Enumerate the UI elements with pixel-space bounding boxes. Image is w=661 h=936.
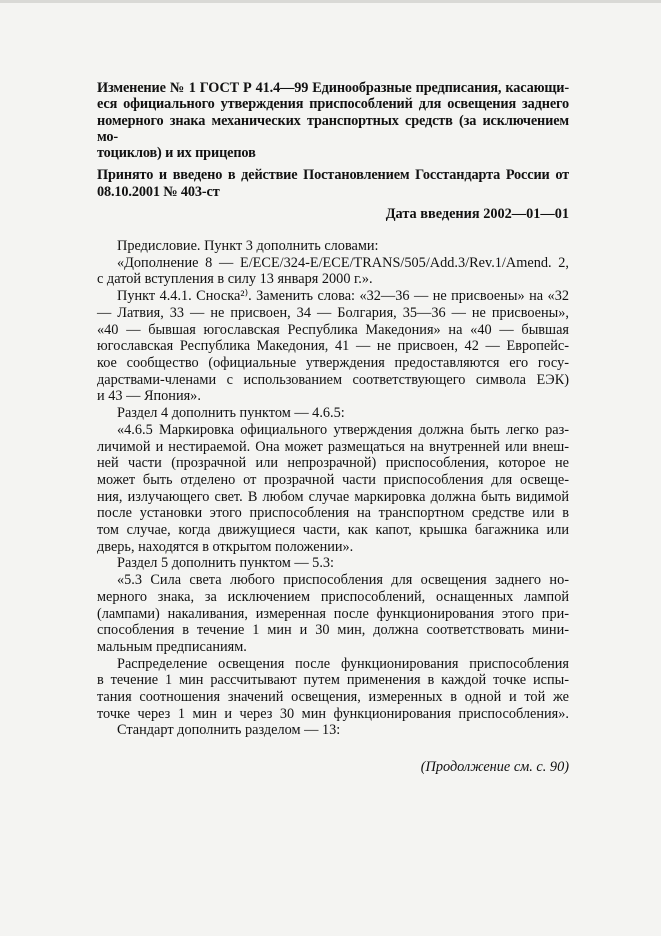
text-line: после установки этого приспособления на транспортном средстве или в xyxy=(97,505,569,522)
title-line: номерного знака механических транспортных средств (за исключением мо- xyxy=(97,112,569,145)
text-line: югославская Республика Македония, 41 — не присвоен, 42 — Европейс- xyxy=(97,338,569,355)
text-line: в течение 1 мин рассчитывают путем применения в каждой точке испы- xyxy=(97,672,569,689)
text-line: дверь, находятся в открытом положении». xyxy=(97,538,354,555)
text-line: и 43 — Япония». xyxy=(97,388,201,405)
amendment-title xyxy=(97,80,569,161)
text-line: «4.6.5 Маркировка официального утверждения должна быть легко раз- xyxy=(117,421,569,438)
adoption-line: Принято и введено в действие Постановлением Госстандарта России от xyxy=(97,167,569,184)
text-line: «5.3 Сила света любого приспособления для освещения заднего но- xyxy=(117,572,569,589)
text-line: Распределение освещения после функционирования приспособления xyxy=(117,655,569,672)
text-line: «Дополнение 8 — E/ECE/324-E/ECE/TRANS/505/Add.3/Rev.1/Amend. 2, xyxy=(117,254,569,271)
continuation-note: (Продолжение см. с. 90) xyxy=(420,759,569,776)
adoption-line: 08.10.2001 № 403-ст xyxy=(97,183,220,200)
text-line: дарствами-членами с использованием соответствующего символа ЕЭК) xyxy=(97,371,569,388)
document-content xyxy=(97,80,569,775)
text-line: том случае, когда движущиеся части, как капот, крышка багажника или xyxy=(97,522,569,539)
text-line: ней части (прозрачной или непрозрачной) приспособления, которое не xyxy=(97,455,569,472)
text-line: «40 — бывшая югославская Республика Македония» на «40 — бывшая xyxy=(97,321,569,338)
title-line: еся официального утверждения приспособлений для освещения заднего xyxy=(97,96,569,113)
text-line: тания соотношения значений освещения, измеренных в одной и той же xyxy=(97,689,569,706)
amendment-body xyxy=(97,238,569,739)
text-line: точке через 1 мин и через 30 мин функционирования приспособления». xyxy=(97,705,569,722)
adoption-statement xyxy=(97,167,569,200)
text-line: может быть отделено от прозрачной части приспособления для освеще- xyxy=(97,471,569,488)
text-line: мальным предписаниям. xyxy=(97,638,247,655)
text-line: Пункт 4.4.1. Сноска²⁾. Заменить слова: «32—36 — не присвоены» на «32 xyxy=(117,288,569,305)
text-line: Раздел 5 дополнить пунктом — 5.3: xyxy=(117,555,335,572)
text-line: способления в течение 1 мин и 30 мин, должна соответствовать мини- xyxy=(97,622,569,639)
text-line: — Латвия, 33 — не присвоен, 34 — Болгария, 35—36 — не присвоены», xyxy=(97,304,569,321)
text-line: Стандарт дополнить разделом — 13: xyxy=(117,722,341,739)
text-line: с датой вступления в силу 13 января 2000 г.». xyxy=(97,271,373,288)
text-line: личимой и нестираемой. Она может размещаться на внутренней или внеш- xyxy=(97,438,569,455)
text-line: кое сообщество (официальные утверждения предоставляются его госу- xyxy=(97,355,569,371)
page-edge xyxy=(0,0,661,3)
text-line: ния, излучающего свет. В любом случае маркировка должна быть видимой xyxy=(97,488,569,505)
text-line: мерного знака, за исключением приспособлений, оснащенных лампой xyxy=(97,588,569,605)
text-line: Предисловие. Пункт 3 дополнить словами: xyxy=(117,238,379,255)
title-line: Изменение № 1 ГОСТ Р 41.4—99 Единообразные предписания, касающи- xyxy=(97,80,569,96)
text-line: (лампами) накаливания, измеренная после функционирования этого при- xyxy=(97,605,569,622)
text-line: Раздел 4 дополнить пунктом — 4.6.5: xyxy=(117,405,345,422)
title-line: тоциклов) и их прицепов xyxy=(97,145,256,162)
effective-date: Дата введения 2002—01—01 xyxy=(385,206,569,223)
